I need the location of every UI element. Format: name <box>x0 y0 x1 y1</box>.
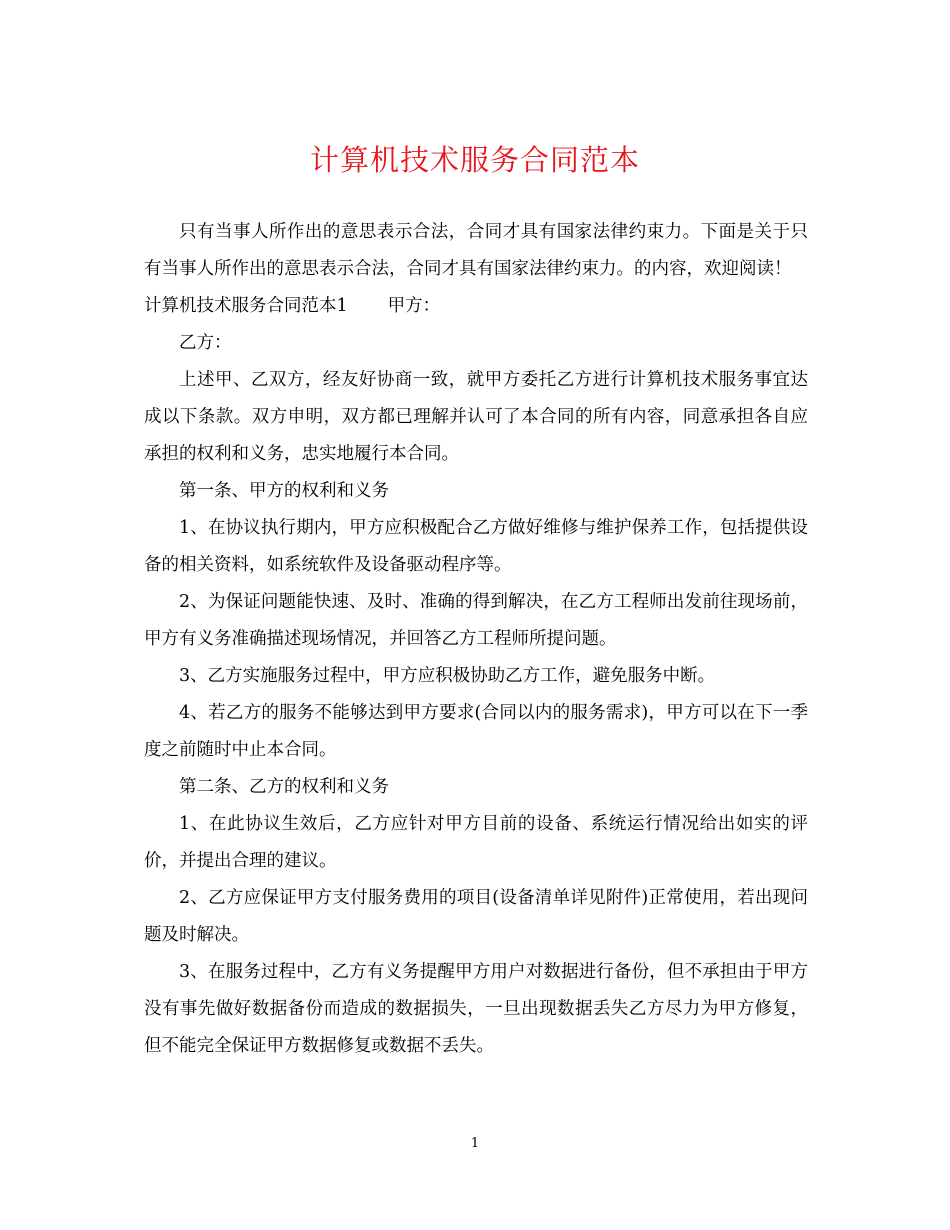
section-heading: 计算机技术服务合同范本1 <box>144 296 348 316</box>
article-2-heading: 第二条、乙方的权利和义务 <box>179 777 389 797</box>
article-1-item: 3、乙方实施服务过程中，甲方应积极协助乙方工作，避免服务中断。 <box>179 666 716 686</box>
party-a-label: 甲方： <box>387 296 441 316</box>
article-2-item: 2、乙方应保证甲方支付服务费用的项目(设备清单详见附件)正常使用，若出现问题及时解决。 <box>144 888 808 945</box>
intro-paragraph: 只有当事人所作出的意思表示合法，合同才具有国家法律约束力。下面是关于只有当事人所作出的意思表示合法，合同才具有国家法律约束力。的内容，欢迎阅读！ <box>144 222 808 279</box>
preamble-paragraph: 上述甲、乙双方，经友好协商一致，就甲方委托乙方进行计算机技术服务事宜达成以下条款。双方申明，双方都已理解并认可了本合同的所有内容，同意承担各自应承担的权利和义务，忠实地履行本合同。 <box>144 370 808 464</box>
article-1-item: 1、在协议执行期内，甲方应积极配合乙方做好维修与维护保养工作，包括提供设备的相关资料，如系统软件及设备驱动程序等。 <box>144 518 808 575</box>
section-heading-line <box>144 288 808 325</box>
article-2-item: 1、在此协议生效后，乙方应针对甲方目前的设备、系统运行情况给出如实的评价，并提出合理的建议。 <box>144 814 808 871</box>
article-1-heading: 第一条、甲方的权利和义务 <box>179 481 389 501</box>
document-body <box>144 214 808 1065</box>
page-number: 1 <box>470 1136 480 1151</box>
article-1-item: 4、若乙方的服务不能够达到甲方要求(合同以内的服务需求)，甲方可以在下一季度之前随时中止本合同。 <box>144 703 808 760</box>
article-1-item: 2、为保证问题能快速、及时、准确的得到解决，在乙方工程师出发前往现场前，甲方有义务准确描述现场情况，并回答乙方工程师所提问题。 <box>144 592 808 649</box>
article-2-item: 3、在服务过程中，乙方有义务提醒甲方用户对数据进行备份，但不承担由于甲方没有事先做好数据备份而造成的数据损失，一旦出现数据丢失乙方尽力为甲方修复，但不能完全保证甲方数据修复或数据不丢失。 <box>144 962 808 1056</box>
party-b-label: 乙方： <box>179 333 232 353</box>
document-title: 计算机技术服务合同范本 <box>309 143 640 177</box>
